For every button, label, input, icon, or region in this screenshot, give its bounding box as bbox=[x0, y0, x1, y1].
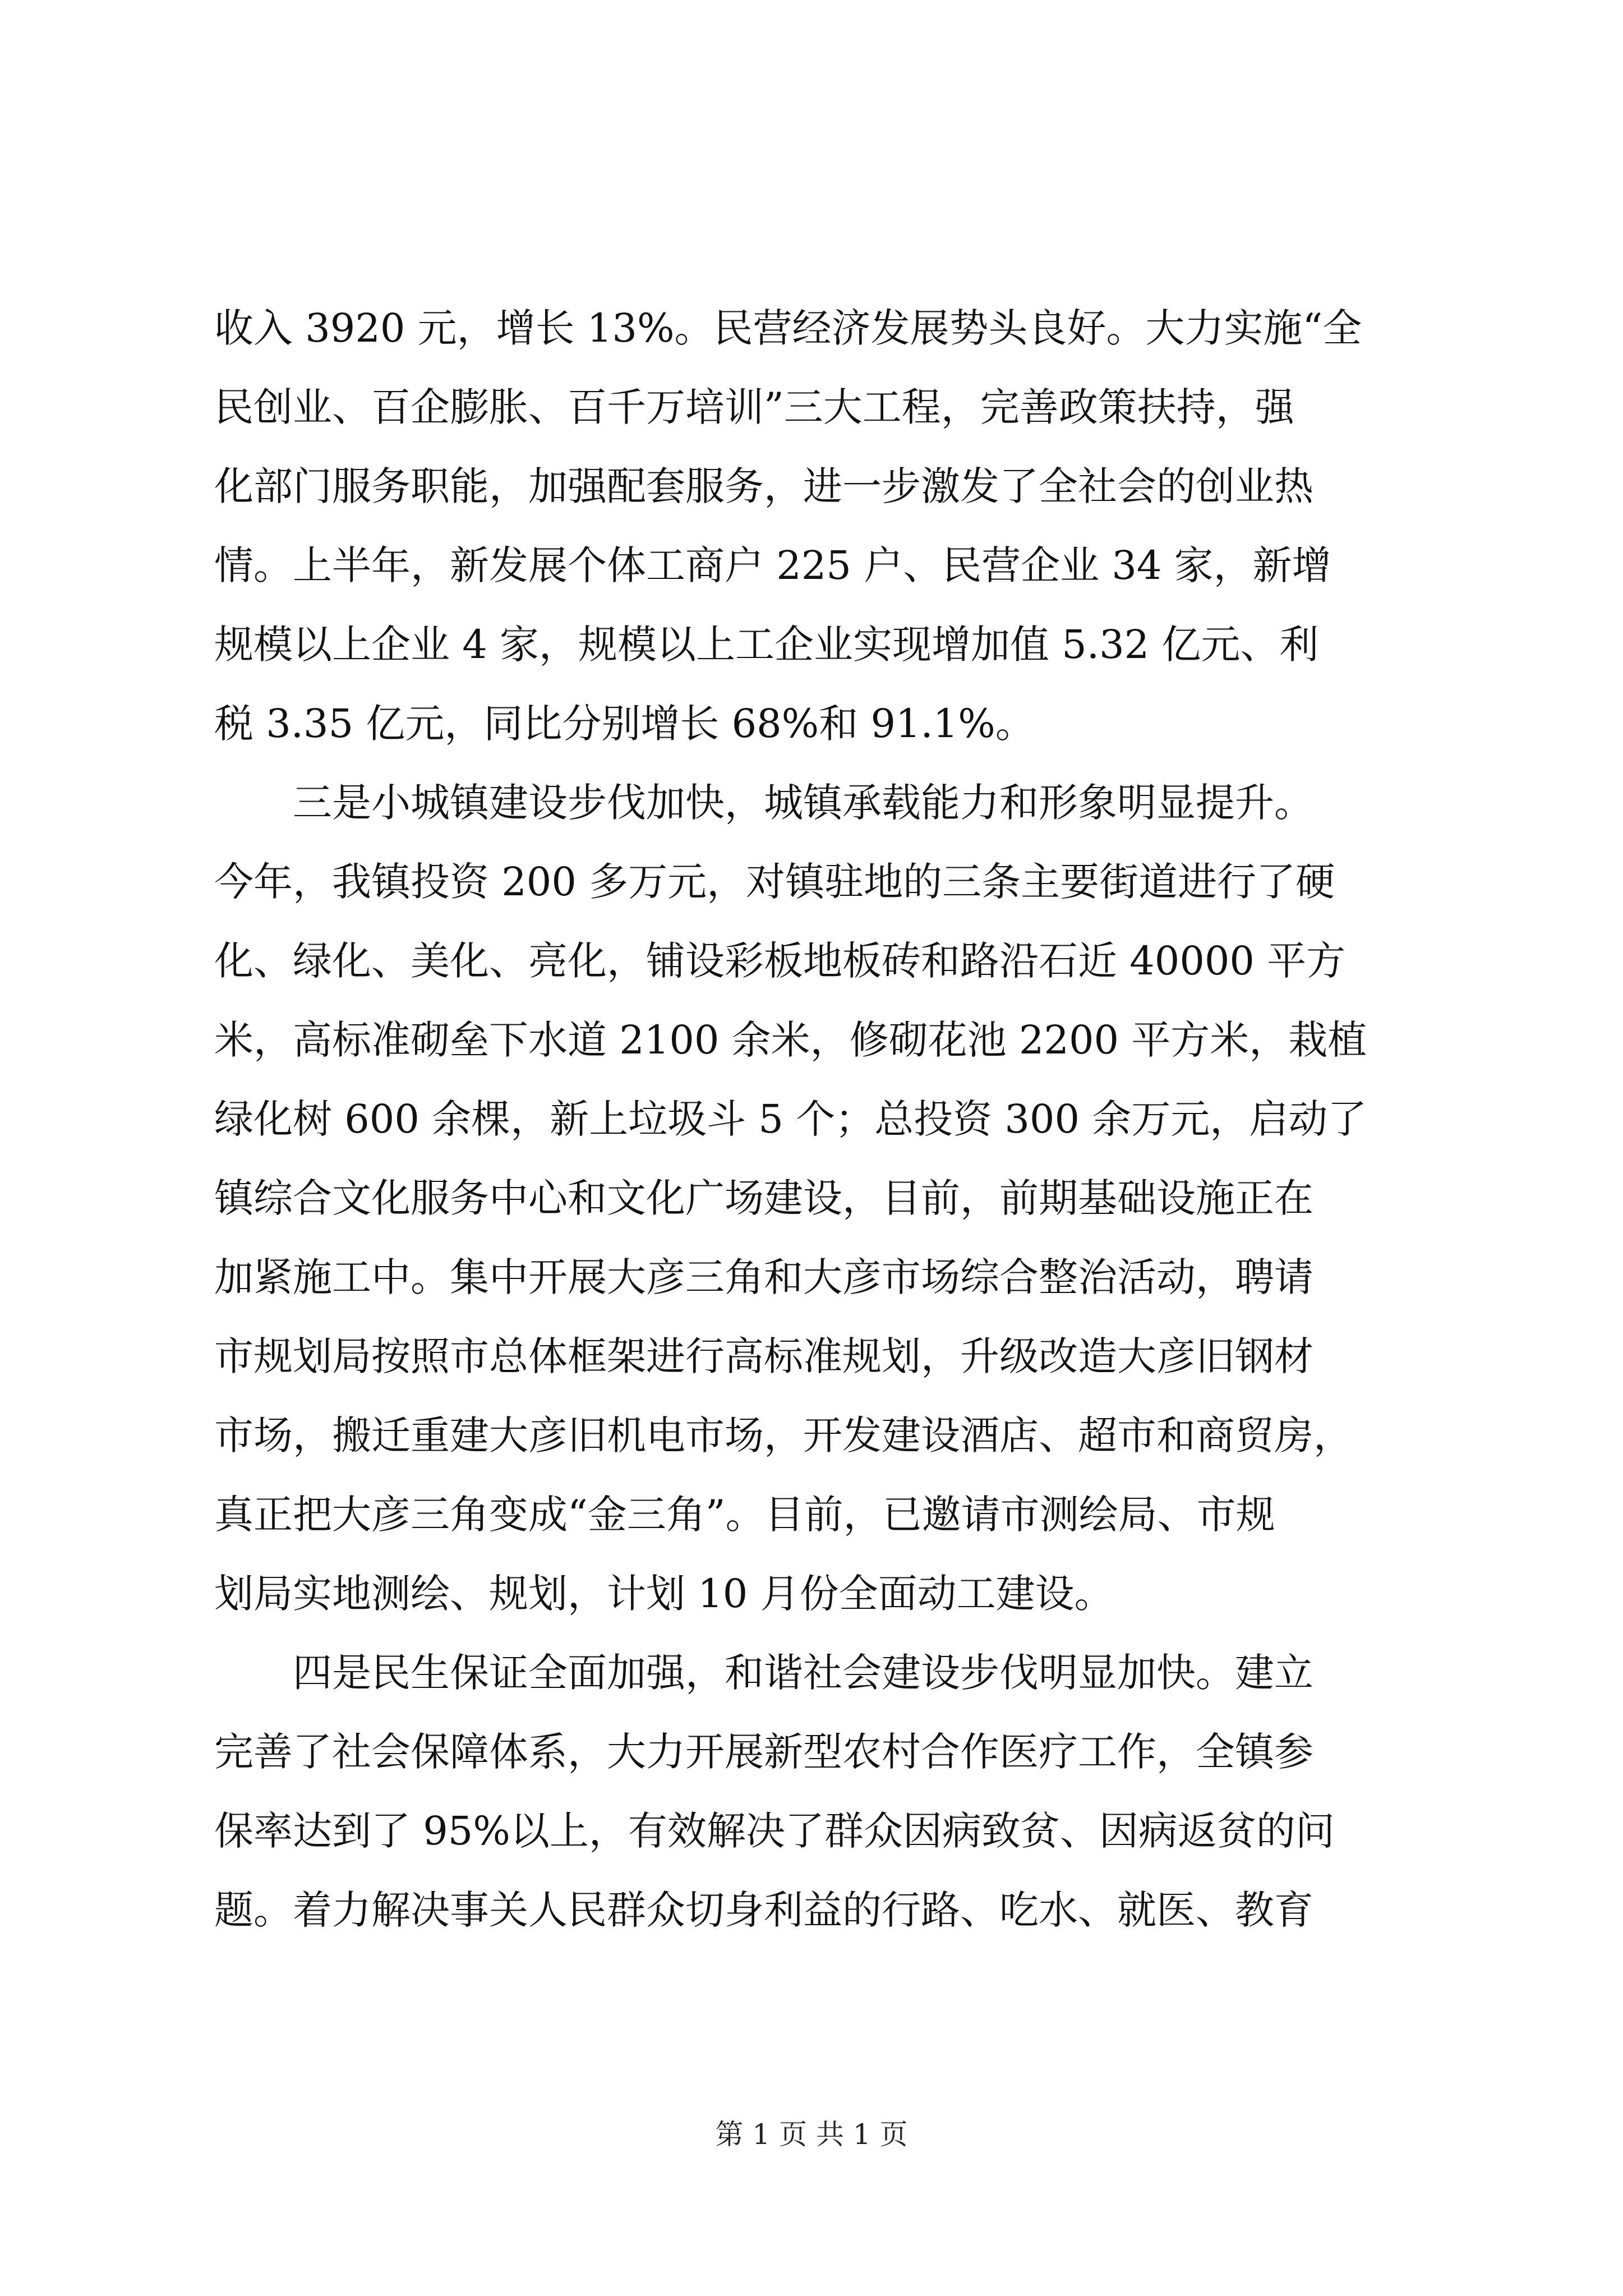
text-line-18: 四是民生保证全面加强，和谐社会建设步伐明显加快。建立 bbox=[214, 1650, 1313, 1696]
text-line-21: 题。着力解决事关人民群众切身利益的行路、吃水、就医、教育 bbox=[214, 1887, 1313, 1933]
document-body bbox=[214, 289, 1420, 1950]
page-number: 第 1 页 共 1 页 bbox=[715, 2118, 908, 2151]
text-line-16: 真正把大彦三角变成“金三角”。目前，已邀请市测绘局、市规 bbox=[214, 1492, 1275, 1538]
text-line-5: 规模以上企业 4 家，规模以上工企业实现增加值 5.32 亿元、利 bbox=[214, 622, 1319, 668]
text-line-17: 划局实地测绘、规划，计划 10 月份全面动工建设。 bbox=[214, 1571, 1114, 1617]
text-line-14: 市规划局按照市总体框架进行高标准规划，升级改造大彦旧钢材 bbox=[214, 1333, 1313, 1379]
text-line-7: 三是小城镇建设步伐加快，城镇承载能力和形象明显提升。 bbox=[214, 780, 1313, 826]
text-line-8: 今年，我镇投资 200 多万元，对镇驻地的三条主要街道进行了硬 bbox=[214, 859, 1335, 905]
page-footer bbox=[0, 2118, 1623, 2151]
text-line-3: 化部门服务职能，加强配套服务，进一步激发了全社会的创业热 bbox=[214, 463, 1313, 509]
text-line-12: 镇综合文化服务中心和文化广场建设，目前，前期基础设施正在 bbox=[214, 1175, 1313, 1221]
text-line-4: 情。上半年，新发展个体工商户 225 户、民营企业 34 家，新增 bbox=[214, 542, 1331, 588]
text-line-20: 保率达到了 95%以上，有效解决了群众因病致贫、因病返贫的问 bbox=[214, 1808, 1335, 1854]
text-line-2: 民创业、百企膨胀、百千万培训”三大工程，完善政策扶持，强 bbox=[214, 384, 1294, 430]
text-line-11: 绿化树 600 余棵，新上垃圾斗 5 个；总投资 300 余万元，启动了 bbox=[214, 1096, 1367, 1142]
text-line-6: 税 3.35 亿元，同比分别增长 68%和 91.1%。 bbox=[214, 701, 1035, 747]
text-line-15: 市场，搬迁重建大彦旧机电市场，开发建设酒店、超市和商贸房， bbox=[214, 1412, 1353, 1458]
text-line-9: 化、绿化、美化、亮化，铺设彩板地板砖和路沿石近 40000 平方 bbox=[214, 938, 1346, 984]
text-line-19: 完善了社会保障体系，大力开展新型农村合作医疗工作，全镇参 bbox=[214, 1729, 1313, 1775]
text-line-13: 加紧施工中。集中开展大彦三角和大彦市场综合整治活动，聘请 bbox=[214, 1254, 1313, 1300]
text-line-10: 米，高标准砌垒下水道 2100 余米，修砌花池 2200 平方米，栽植 bbox=[214, 1017, 1367, 1063]
text-line-1: 收入 3920 元，增长 13%。民营经济发展势头良好。大力实施“全 bbox=[214, 305, 1362, 351]
